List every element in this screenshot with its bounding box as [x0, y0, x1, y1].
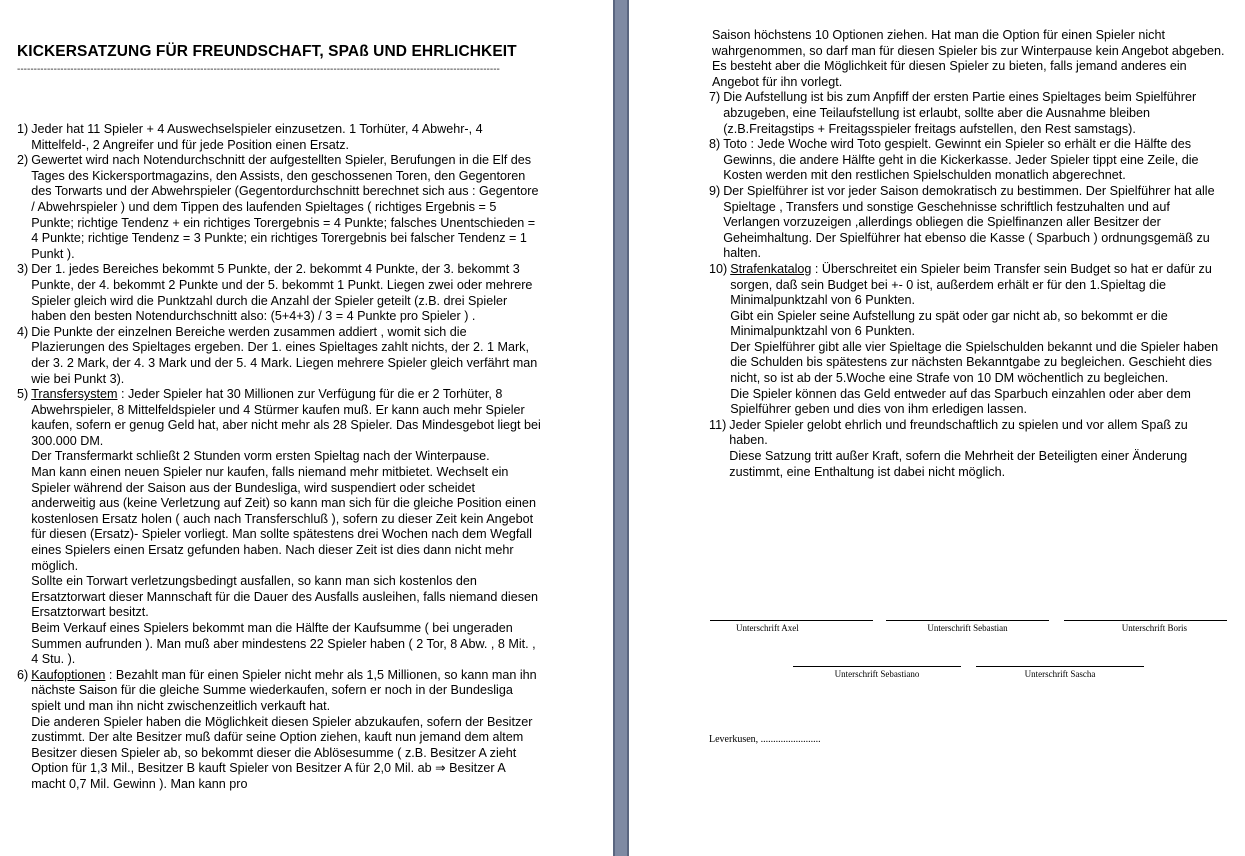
signature-axel: [710, 620, 873, 633]
item-number: 7): [709, 90, 721, 105]
item-paragraph: Die Spieler können das Geld entweder auf das Sparbuch einzahlen oder aber dem Spielführer geben und dies von ihm erledigen lassen.: [730, 386, 1191, 417]
title-rule: -------------------------------------------------------------------------------------------------------------------------------------------------: [17, 64, 500, 75]
signature-label: Unterschrift Sebastian: [927, 623, 1008, 633]
signature-line: [793, 666, 961, 667]
list-item: [17, 153, 542, 262]
signature-sascha: [976, 666, 1144, 679]
item-text: [712, 28, 1229, 90]
item-heading: Kaufoptionen: [31, 667, 106, 682]
list-item: [17, 668, 542, 793]
item-text: [729, 418, 1229, 480]
item-paragraph-text: : Jeder Spieler hat 30 Millionen zur Verfügung für die er 2 Torhüter, 8 Abwehrspieler, 8 Mittelfeldspieler und 4 Stürmer kaufen muß. Er kann auch mehr Spieler kaufen, sofern er genug Geld hat, aber nicht mehr als 28 Spieler. Das Mindesgebot liegt bei 300.000 DM.: [31, 387, 541, 448]
signature-sebastiano: [793, 666, 961, 679]
item-text: [723, 184, 1229, 262]
list-item: [709, 184, 1229, 262]
item-paragraph: Gewertet wird nach Notendurchschnitt der aufgestellten Spieler, Berufungen in die Elf des Tages des Kickersportmagazins, den Assists, den geschossenen Toren, den Gegentoren des Torwarts und der Abwehrspieler (Gegentordurchschnitt berechnet sich aus : Gegentore / Abwehrspieler ) und dem Tippen des laufenden Spieltages ( richtiges Ergebnis = 5 Punkte; richtige Tendenz + ein richtiges Torergebnis = 4 Punkte; falsches Unentschieden = 4 Punkte; richtige Tendenz = 3 Punkte; ein richtiges Torergebnis bei falscher Tendenz = 1 Punkt ).: [31, 153, 539, 261]
signature-line: [1064, 620, 1227, 621]
item-number: 10): [709, 261, 728, 276]
item-number: 1): [17, 122, 29, 136]
list-item: [709, 28, 1229, 90]
item-paragraph: Die anderen Spieler haben die Möglichkeit diesen Spieler abzukaufen, sofern der Besitzer zustimmt. Der alte Besitzer muß dafür seine Option ziehen, kauft nun jemand dem altem Besitzer diesen Spieler ab, so bekommt dieser die Ablösesumme ( z.B. Besitzer A zieht Option für 1,3 Mil., Besitzer B kauft Spieler von Besitzer A für 2,0 Mil. ab ⇒ Besitzer A macht 0,7 Mil. Gewinn ). Man kann pro: [31, 714, 533, 791]
document-title: KICKERSATZUNG FÜR FREUNDSCHAFT, SPAß UND EHRLICHKEIT: [17, 43, 517, 60]
item-text: [31, 262, 542, 324]
item-heading: Strafenkatalog: [730, 261, 812, 276]
list-item: [709, 137, 1229, 184]
item-paragraph: Beim Verkauf eines Spielers bekommt man die Hälfte der Kaufsumme ( bei ungeraden Summen aufrunden ). Man muß aber mindestens 22 Spieler haben ( 2 Tor, 8 Abw. , 8 Mit. , 4 Stu. ).: [31, 621, 536, 667]
item-paragraph: Die Punkte der einzelnen Bereiche werden zusammen addiert , womit sich die Plazierungen des Spieltages ergeben. Der 1. eines Spieltages zahlt nichts, der 2. 1 Mark, der 3. 2 Mark, der 4. 3 Mark und der 5. 4 Mark. Liegen mehrere Spieler gleich verfährt man wie bei Punkt 3).: [31, 324, 538, 386]
list-item: [17, 122, 542, 153]
item-paragraph: Der 1. jedes Bereiches bekommt 5 Punkte, der 2. bekommt 4 Punkte, der 3. bekommt 3 Punkte, der 4. bekommt 2 Punkte und der 5. bekommt 1 Punkt. Liegen zwei oder mehrere Spieler gleich wird die Punktzahl durch die Anzahl der Spieler geteilt (z.B. drei Spieler haben den besten Notendurchschnitt also: (5+4+3) / 3 = 4 Punkte pro Spieler ) .: [31, 262, 533, 324]
item-paragraph: Gibt ein Spieler seine Aufstellung zu spät oder gar nicht ab, so bekommt er die Minimalpunktzahl von 6 Punkten.: [730, 308, 1168, 339]
signature-sebastian: [886, 620, 1049, 633]
item-text: [723, 137, 1229, 184]
list-item: [17, 387, 542, 668]
item-paragraph: Sollte ein Torwart verletzungsbedingt ausfallen, so kann man sich kostenlos den Ersatztorwart dieser Mannschaft für die Dauer des Ausfalls ausleihen, falls niemand diesen Ersatztorwart besitzt.: [31, 574, 539, 620]
item-number: 2): [17, 153, 29, 168]
item-number: 5): [17, 387, 29, 402]
list-item: [709, 418, 1229, 480]
list-item: [17, 325, 542, 387]
item-paragraph-text: : Überschreitet ein Spieler beim Transfer sein Budget so hat er dafür zu sorgen, daß sein Budget bei +- 0 ist, außerdem erhält er für den 1.Spieltag die Minimalpunktzahl von 6 Punkten.: [730, 261, 1212, 308]
signature-label: Unterschrift Sebastiano: [834, 669, 920, 679]
item-text: [723, 90, 1229, 137]
place-date-line: Leverkusen, ........................: [709, 734, 821, 745]
item-paragraph: Jeder Spieler gelobt ehrlich und freundschaftlich zu spielen und vor allem Spaß zu haben.: [729, 417, 1188, 448]
item-paragraph: Toto : Jede Woche wird Toto gespielt. Gewinnt ein Spieler so erhält er die Hälfte des Gewinns, die andere Hälfte geht in die Kickerkasse. Jeder Spieler tippt eine Zeile, die Kosten werden mit den restlichen Spielschulden monatlich abgerechnet.: [723, 137, 1199, 183]
right-column: [709, 28, 1229, 480]
item-text: [730, 262, 1229, 418]
signature-boris: [1064, 620, 1227, 633]
item-heading: Transfersystem: [31, 387, 118, 402]
item-paragraph: [31, 668, 542, 715]
item-paragraph: [730, 262, 1229, 309]
list-item: [17, 262, 542, 324]
list-item: [709, 262, 1229, 418]
left-column: [17, 122, 542, 793]
item-paragraph: Diese Satzung tritt außer Kraft, sofern die Mehrheit der Beteiligten einer Änderung zustimmt, eine Enthaltung ist dabei nicht möglich.: [729, 449, 1188, 479]
item-number: 4): [17, 324, 29, 339]
item-paragraph: Saison höchstens 10 Optionen ziehen. Hat man die Option für einen Spieler nicht wahrgenommen, so darf man für diesen Spieler bis zur Winterpause kein Angebot abgeben. Es besteht aber die Möglichkeit für diesen Spieler zu bieten, falls jemand anderes ein Angebot für ihn vorlegt.: [712, 28, 1225, 89]
signature-label: Unterschrift Axel: [736, 623, 799, 633]
item-number: 11): [709, 417, 727, 432]
item-paragraph: Der Spielführer gibt alle vier Spieltage die Spielschulden bekannt und die Spieler haben die Schulden bis spätestens zur nächsten Bekanntgabe zu begleichen. Geschieht dies nicht, so ist ab der 5.Woche eine Strafe von 10 DM wöchentlich zu begleichen.: [730, 339, 1219, 386]
item-text: [31, 668, 542, 793]
page-gutter: [613, 0, 629, 856]
signature-line: [886, 620, 1049, 621]
item-text: [31, 153, 542, 262]
item-paragraph: Der Transfermarkt schließt 2 Stunden vorm ersten Spieltag nach der Winterpause.: [31, 449, 490, 464]
list-item: [709, 90, 1229, 137]
item-text: [31, 325, 542, 387]
item-number: 3): [17, 262, 29, 277]
signature-label: Unterschrift Sascha: [1024, 669, 1096, 679]
item-paragraph: Man kann einen neuen Spieler nur kaufen, falls niemand mehr mitbietet. Wechselt ein Spieler während der Saison aus der Bundesliga, wird suspendiert oder scheidet anderweitig aus (keine Verletzung auf Zeit) so kann man sich für die gleiche Position einen kostenlosen Ersatz holen ( auch nach Transferschluß ), sofern zu dieser Zeit kein Angebot für diesen (Ersatz)- Spieler vorliegt. Man sollte spätestens drei Wochen nach dem Wegfall eines Spielers einen Ersatz gefunden haben. Nach dieser Zeit ist dies dann nicht mehr möglich.: [31, 465, 536, 573]
item-paragraph: Die Aufstellung ist bis zum Anpfiff der ersten Partie eines Spieltages beim Spielführer abzugeben, eine Teilaufstellung ist erlaubt, sollte aber die Ausnahme bleiben (z.B.Freitagstips + Freitagsspieler freitags aufstellen, den Rest samstags).: [723, 90, 1197, 136]
item-text: [31, 122, 542, 153]
signature-label: Unterschrift Boris: [1121, 623, 1187, 633]
item-paragraph: Der Spielführer ist vor jeder Saison demokratisch zu bestimmen. Der Spielführer hat alle Spieltage , Transfers und sonstige Geschehnisse schriftlich festzuhalten und auf Verlangen vorzuzeigen ,allerdings obliegen die Spielfinanzen aller Besitzer der Geheimhaltung. Der Spielführer hat ebenso die Kasse ( Sparbuch ) ordnungsgemäß zu halten.: [723, 183, 1215, 261]
item-number: 8): [709, 137, 721, 152]
signature-line: [710, 620, 873, 621]
item-number: 6): [17, 667, 29, 682]
signature-line: [976, 666, 1144, 667]
item-text: [31, 387, 542, 668]
item-paragraph: [31, 387, 542, 449]
item-paragraph: Jeder hat 11 Spieler + 4 Auswechselspieler einzusetzen. 1 Torhüter, 4 Abwehr-, 4 Mittelfeld-, 2 Angreifer und für jede Position einen Ersatz.: [31, 122, 483, 152]
item-paragraph-text: : Bezahlt man für einen Spieler nicht mehr als 1,5 Millionen, so kann man ihn nächste Saison für die gleiche Summe wiederkaufen, sofern er noch in der Bundesliga spielt und man ihn nicht zwischenzeitlich verkauft hat.: [31, 667, 537, 713]
item-number: 9): [709, 183, 721, 198]
